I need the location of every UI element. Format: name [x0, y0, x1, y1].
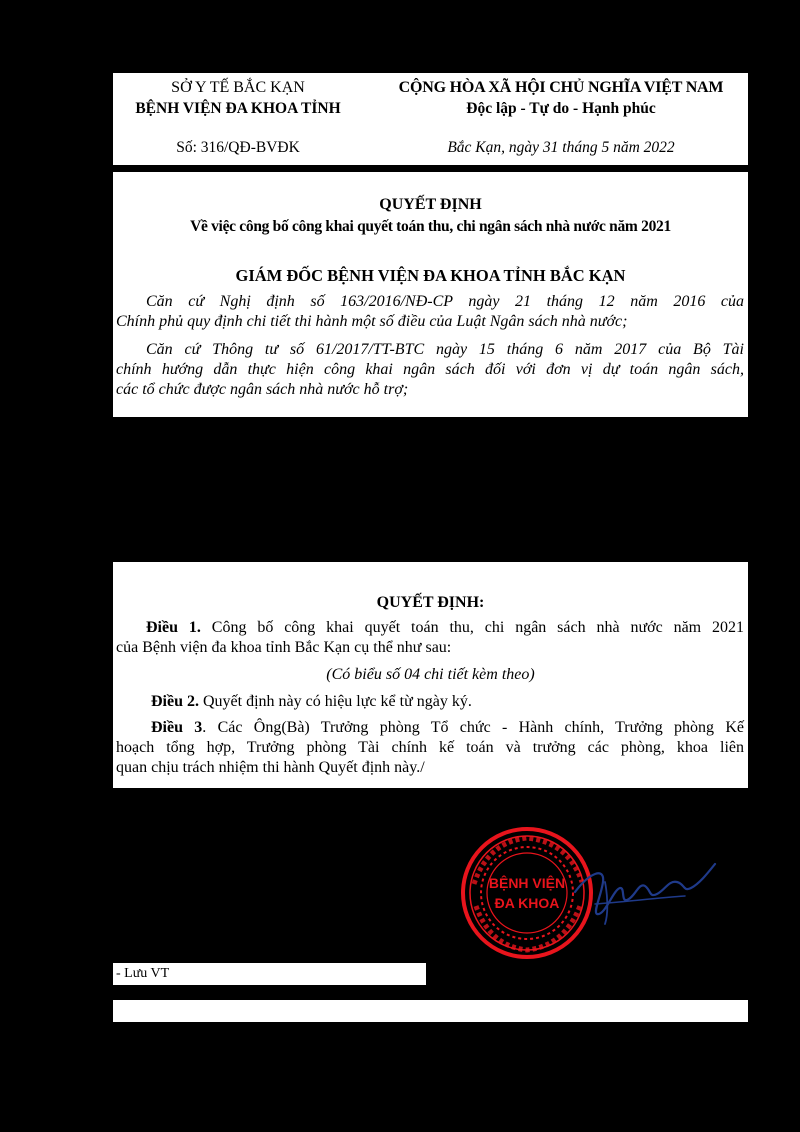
preamble-p2-line2: chính hướng dẫn thực hiện công khai ngân sách đối với đơn vị dự toán ngân sách,: [116, 361, 744, 378]
article-3-line3: quan chịu trách nhiệm thi hành Quyết định này./: [116, 759, 425, 776]
article-3-text: . Các Ông(Bà) Trưởng phòng Tổ chức - Hành chính, Trưởng phòng Kế: [202, 719, 745, 736]
article-1-line2: của Bệnh viện đa khoa tỉnh Bắc Kạn cụ thể như sau:: [116, 639, 452, 656]
header-left-line2: BỆNH VIỆN ĐA KHOA TỈNH: [135, 100, 341, 117]
article-1-line1: [146, 618, 744, 638]
article-3-line2: hoạch tổng hợp, Trưởng phòng Tài chính kế toán và trưởng các phòng, khoa liên: [116, 739, 744, 756]
decision-subtitle: Về việc công bố công khai quyết toán thu, chi ngân sách nhà nước năm 2021: [190, 218, 671, 235]
article-2-text: Quyết định này có hiệu lực kể từ ngày ký.: [199, 693, 472, 710]
preamble-p2-line3: các tổ chức được ngân sách nhà nước hỗ trợ;: [116, 381, 409, 398]
preamble-p2-line1: Căn cứ Thông tư số 61/2017/TT-BTC ngày 15 tháng 6 năm 2017 của Bộ Tài: [146, 341, 744, 358]
recipient-line: - Lưu VT: [116, 966, 170, 981]
preamble-p1-line2: Chính phủ quy định chi tiết thi hành một số điều của Luật Ngân sách nhà nước;: [116, 313, 628, 330]
decision-title: QUYẾT ĐỊNH: [379, 196, 482, 213]
stamp-line1: BỆNH VIỆN: [488, 875, 566, 891]
decision-heading: QUYẾT ĐỊNH:: [376, 594, 485, 611]
title-block: [113, 172, 748, 417]
article-1-label: Điều 1.: [146, 619, 201, 636]
bottom-strip: [113, 1000, 748, 1022]
article-1-note: (Có biểu số 04 chi tiết kèm theo): [326, 666, 535, 683]
article-1-text: Công bố công khai quyết toán thu, chi ngân sách nhà nước năm 2021: [200, 619, 745, 636]
signature-icon: [565, 852, 725, 932]
issuing-authority: GIÁM ĐỐC BỆNH VIỆN ĐA KHOA TỈNH BẮC KẠN: [235, 266, 626, 285]
header-right-line2: Độc lập - Tự do - Hạnh phúc: [466, 100, 656, 117]
preamble-p1-line1: Căn cứ Nghị định số 163/2016/NĐ-CP ngày 21 tháng 12 năm 2016 của: [146, 293, 744, 310]
recipient-block: [113, 963, 426, 985]
stamp-line2: ĐA KHOA: [494, 895, 560, 911]
decision-block: [113, 562, 748, 788]
article-2-label: Điều 2.: [151, 693, 199, 710]
header-block: [113, 73, 748, 165]
document-date: Bắc Kạn, ngày 31 tháng 5 năm 2022: [447, 139, 675, 156]
header-left-line1: SỞ Y TẾ BẮC KẠN: [171, 79, 305, 96]
document-number: Số: 316/QĐ-BVĐK: [176, 139, 300, 156]
article-2: [151, 692, 741, 712]
article-3-label: Điều 3: [151, 719, 203, 736]
header-right-line1: CỘNG HÒA XÃ HỘI CHỦ NGHĨA VIỆT NAM: [398, 79, 724, 96]
article-3-line1: [151, 718, 744, 738]
